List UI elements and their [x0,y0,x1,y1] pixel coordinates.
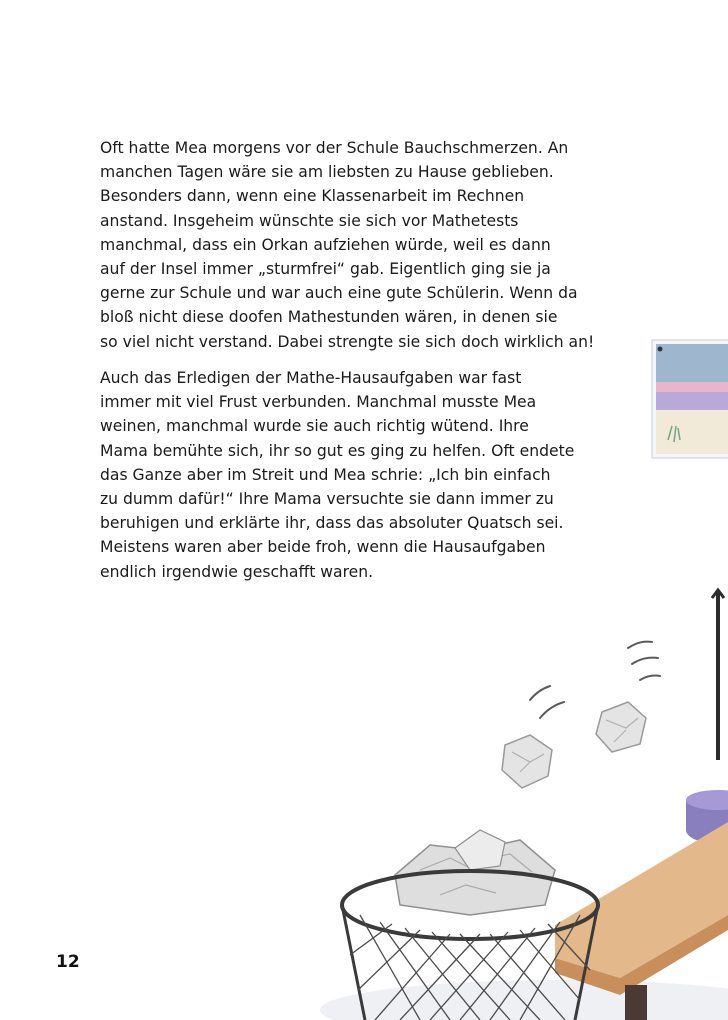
beach-picture [652,340,728,458]
text-line: Oft hatte Mea morgens vor der Schule Bauchschmerzen. An [100,139,569,157]
crumpled-paper-balls [502,702,646,788]
text-line: Meistens waren aber beide froh, wenn die Hausaufgaben [100,538,546,557]
text-line: zu dumm dafür!“ Ihre Mama versuchte sie dann immer zu [100,490,554,509]
motion-lines [530,642,660,718]
text-line: weinen, manchmal wurde sie auch richtig wütend. Ihre [100,417,529,436]
text-line: manchen Tagen wäre sie am liebsten zu Hause geblieben. [100,163,554,182]
text-line: das Ganze aber im Streit und Mea schrie: „Ich bin einfach [100,465,551,484]
desk-lamp [686,590,728,844]
text-line: Besonders dann, wenn eine Klassenarbeit im Rechnen [100,187,525,206]
text-line: immer mit viel Frust verbunden. Manchmal musste Mea [100,393,537,412]
text-line: manchmal, dass ein Orkan aufziehen würde, weil es dann [100,235,551,254]
paragraph-2 [100,366,640,584]
text-line: beruhigen und erklärte ihr, dass das absoluter Quatsch sei. [100,514,564,533]
text-line: bloß nicht diese doofen Mathestunden wären, in denen sie [100,308,558,327]
text-line: anstand. Insgeheim wünschte sie sich vor Mathetests [100,211,519,230]
text-line: Mama bemühte sich, ihr so gut es ging zu helfen. Oft endete [100,441,575,460]
text-line: gerne zur Schule und war auch eine gute Schülerin. Wenn da [100,284,578,303]
page-number: 12 [56,952,80,972]
paragraph-1 [100,136,640,354]
text-line: so viel nicht verstand. Dabei strengte sie sich doch wirklich an! [100,332,595,351]
text-line: auf der Insel immer „sturmfrei“ gab. Eigentlich ging sie ja [100,260,551,279]
text-line: endlich irgendwie geschafft waren. [100,562,374,581]
text-line: Auch das Erledigen der Mathe-Hausaufgaben war fast [100,369,522,387]
